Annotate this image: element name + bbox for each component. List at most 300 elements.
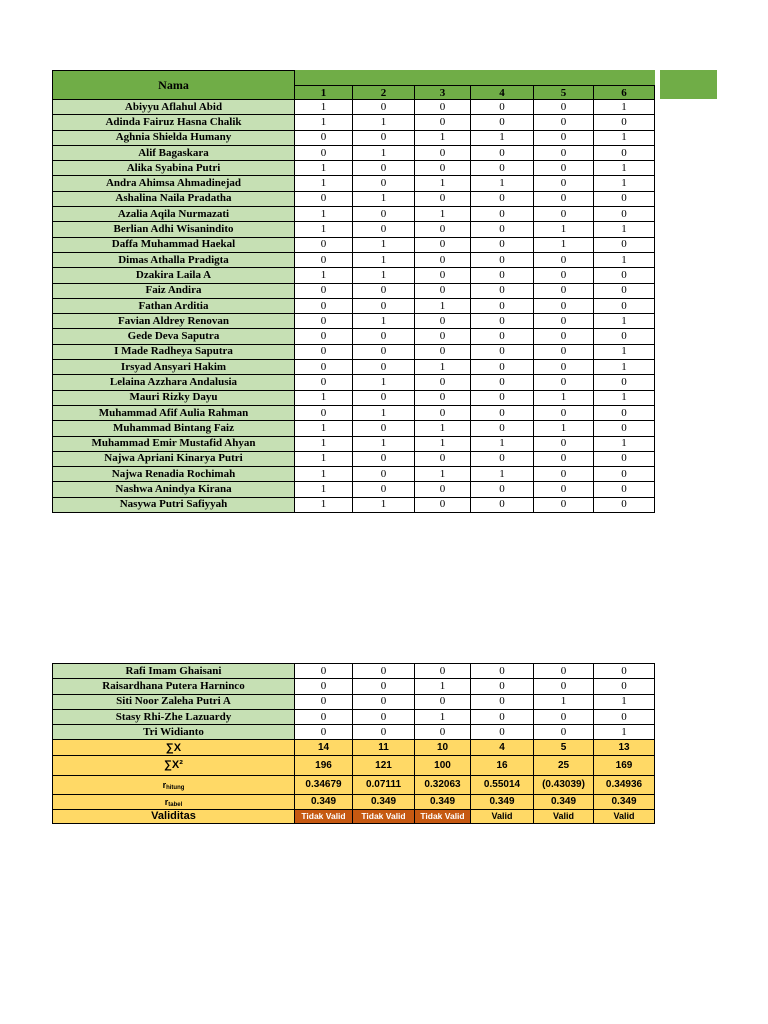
student-name: Siti Noor Zaleha Putri A <box>53 694 295 709</box>
sum-x-cell: 14 <box>295 740 353 755</box>
score-cell: 0 <box>534 725 594 740</box>
student-name: Faiz Andira <box>53 283 295 298</box>
column-header-nama: Nama <box>53 71 295 100</box>
score-cell: 0 <box>415 329 471 344</box>
score-cell: 0 <box>415 694 471 709</box>
score-cell: 1 <box>415 421 471 436</box>
r-hitung-cell: 0.32063 <box>415 775 471 794</box>
score-cell: 0 <box>471 115 534 130</box>
column-header-3: 3 <box>415 86 471 100</box>
table-row <box>53 436 655 451</box>
score-cell: 0 <box>415 161 471 176</box>
table-row <box>53 482 655 497</box>
sum-x-label: ∑X <box>53 740 295 755</box>
score-cell: 0 <box>295 664 353 679</box>
score-cell: 0 <box>534 375 594 390</box>
table-row <box>53 725 655 740</box>
score-cell: 0 <box>415 100 471 115</box>
score-cell: 1 <box>594 222 655 237</box>
r-tabel-cell: 0.349 <box>295 794 353 809</box>
score-cell: 1 <box>353 314 415 329</box>
score-cell: 1 <box>594 360 655 375</box>
table-row <box>53 222 655 237</box>
score-cell: 1 <box>353 405 415 420</box>
score-cell: 1 <box>594 130 655 145</box>
r-tabel-cell: 0.349 <box>471 794 534 809</box>
sum-x-cell: 11 <box>353 740 415 755</box>
score-cell: 1 <box>594 390 655 405</box>
score-cell: 0 <box>415 497 471 512</box>
score-cell: 0 <box>295 709 353 724</box>
score-cell: 0 <box>534 298 594 313</box>
score-cell: 1 <box>594 344 655 359</box>
r-tabel-cell: 0.349 <box>353 794 415 809</box>
sum-x-cell: 5 <box>534 740 594 755</box>
score-cell: 0 <box>295 360 353 375</box>
score-cell: 0 <box>534 252 594 267</box>
score-cell: 0 <box>353 482 415 497</box>
score-cell: 0 <box>415 191 471 206</box>
student-name: Lelaina Azzhara Andalusia <box>53 375 295 390</box>
score-cell: 0 <box>594 679 655 694</box>
score-cell: 0 <box>471 482 534 497</box>
table-row <box>53 252 655 267</box>
student-name: Berlian Adhi Wisanindito <box>53 222 295 237</box>
score-cell: 0 <box>594 421 655 436</box>
score-cell: 0 <box>353 467 415 482</box>
r-tabel-cell: 0.349 <box>415 794 471 809</box>
score-cell: 0 <box>295 252 353 267</box>
student-name: Adinda Fairuz Hasna Chalik <box>53 115 295 130</box>
score-cell: 0 <box>353 664 415 679</box>
table-row <box>53 360 655 375</box>
score-cell: 0 <box>353 329 415 344</box>
sum-x2-cell: 169 <box>594 755 655 775</box>
score-cell: 1 <box>295 268 353 283</box>
score-cell: 0 <box>353 679 415 694</box>
table-row <box>53 145 655 160</box>
score-cell: 0 <box>594 405 655 420</box>
r-hitung-cell: (0.43039) <box>534 775 594 794</box>
column-header-6: 6 <box>594 86 655 100</box>
score-cell: 0 <box>534 436 594 451</box>
r-hitung-label: rhitung <box>53 775 295 794</box>
table-row <box>53 405 655 420</box>
score-cell: 0 <box>415 145 471 160</box>
score-cell: 1 <box>353 252 415 267</box>
score-cell: 1 <box>295 482 353 497</box>
score-cell: 1 <box>594 314 655 329</box>
score-table-top <box>52 70 655 513</box>
table-row <box>53 298 655 313</box>
validitas-cell: Valid <box>471 809 534 823</box>
student-name: Nasywa Putri Safiyyah <box>53 497 295 512</box>
table-row <box>53 329 655 344</box>
score-cell: 0 <box>415 725 471 740</box>
score-cell: 0 <box>415 390 471 405</box>
score-cell: 0 <box>534 679 594 694</box>
score-cell: 1 <box>534 237 594 252</box>
sum-x2-cell: 25 <box>534 755 594 775</box>
score-cell: 1 <box>353 191 415 206</box>
header-blank-band <box>295 71 655 86</box>
score-cell: 1 <box>471 467 534 482</box>
student-name: I Made Radheya Saputra <box>53 344 295 359</box>
score-cell: 1 <box>534 222 594 237</box>
table-row <box>53 283 655 298</box>
score-cell: 1 <box>471 176 534 191</box>
score-cell: 0 <box>295 405 353 420</box>
score-cell: 0 <box>471 679 534 694</box>
student-name: Dzakira Laila A <box>53 268 295 283</box>
r-tabel-label: rtabel <box>53 794 295 809</box>
score-cell: 0 <box>471 191 534 206</box>
score-cell: 0 <box>471 314 534 329</box>
table-row <box>53 451 655 466</box>
table-row <box>53 268 655 283</box>
sum-x2-cell: 100 <box>415 755 471 775</box>
score-cell: 0 <box>534 329 594 344</box>
column-header-5: 5 <box>534 86 594 100</box>
table-row <box>53 694 655 709</box>
score-cell: 1 <box>353 375 415 390</box>
score-cell: 0 <box>471 145 534 160</box>
score-cell: 1 <box>295 436 353 451</box>
score-cell: 0 <box>353 161 415 176</box>
score-cell: 0 <box>295 329 353 344</box>
score-cell: 0 <box>415 314 471 329</box>
table-row <box>53 664 655 679</box>
score-cell: 1 <box>353 237 415 252</box>
score-cell: 0 <box>471 329 534 344</box>
score-cell: 0 <box>471 360 534 375</box>
score-cell: 0 <box>594 329 655 344</box>
score-cell: 0 <box>415 344 471 359</box>
score-cell: 0 <box>295 375 353 390</box>
score-cell: 0 <box>594 207 655 222</box>
score-cell: 1 <box>353 115 415 130</box>
score-cell: 0 <box>534 161 594 176</box>
score-cell: 0 <box>534 130 594 145</box>
table-row <box>53 467 655 482</box>
r-tabel-cell: 0.349 <box>534 794 594 809</box>
sum-x2-cell: 16 <box>471 755 534 775</box>
score-cell: 0 <box>295 344 353 359</box>
score-cell: 1 <box>415 360 471 375</box>
table-row <box>53 390 655 405</box>
sum-x-cell: 13 <box>594 740 655 755</box>
score-cell: 0 <box>471 161 534 176</box>
score-cell: 1 <box>534 390 594 405</box>
score-cell: 0 <box>594 298 655 313</box>
score-cell: 0 <box>594 467 655 482</box>
score-cell: 0 <box>534 145 594 160</box>
score-cell: 1 <box>471 130 534 145</box>
r-hitung-cell: 0.34936 <box>594 775 655 794</box>
score-cell: 0 <box>534 451 594 466</box>
score-cell: 1 <box>295 497 353 512</box>
score-cell: 0 <box>594 375 655 390</box>
score-cell: 1 <box>415 207 471 222</box>
score-cell: 0 <box>415 268 471 283</box>
score-cell: 1 <box>415 130 471 145</box>
student-name: Abiyyu Aflahul Abid <box>53 100 295 115</box>
validitas-cell: Tidak Valid <box>415 809 471 823</box>
score-cell: 0 <box>353 176 415 191</box>
score-cell: 1 <box>415 176 471 191</box>
score-cell: 0 <box>594 283 655 298</box>
validitas-cell: Valid <box>534 809 594 823</box>
student-name: Raisardhana Putera Harninco <box>53 679 295 694</box>
score-cell: 0 <box>534 664 594 679</box>
score-cell: 1 <box>594 725 655 740</box>
score-cell: 0 <box>353 130 415 145</box>
score-cell: 0 <box>353 344 415 359</box>
student-name: Dimas Athalla Pradigta <box>53 252 295 267</box>
validitas-label: Validitas <box>53 809 295 823</box>
table-row <box>53 497 655 512</box>
column-header-2: 2 <box>353 86 415 100</box>
score-cell: 0 <box>534 268 594 283</box>
score-cell: 0 <box>594 451 655 466</box>
score-cell: 0 <box>534 100 594 115</box>
score-cell: 0 <box>594 709 655 724</box>
score-cell: 1 <box>415 436 471 451</box>
score-cell: 0 <box>471 664 534 679</box>
student-name: Najwa Renadia Rochimah <box>53 467 295 482</box>
score-cell: 0 <box>534 207 594 222</box>
score-cell: 0 <box>353 100 415 115</box>
score-cell: 0 <box>534 467 594 482</box>
score-cell: 0 <box>353 451 415 466</box>
score-cell: 1 <box>415 467 471 482</box>
student-name: Rafi Imam Ghaisani <box>53 664 295 679</box>
student-name: Andra Ahimsa Ahmadinejad <box>53 176 295 191</box>
score-cell: 0 <box>415 283 471 298</box>
score-cell: 0 <box>534 709 594 724</box>
score-cell: 0 <box>534 344 594 359</box>
score-cell: 0 <box>471 694 534 709</box>
score-cell: 1 <box>594 100 655 115</box>
score-cell: 0 <box>353 725 415 740</box>
score-cell: 0 <box>534 191 594 206</box>
table-row <box>53 176 655 191</box>
score-cell: 0 <box>471 252 534 267</box>
score-cell: 1 <box>471 436 534 451</box>
sum-x2-cell: 196 <box>295 755 353 775</box>
score-cell: 0 <box>534 283 594 298</box>
score-cell: 0 <box>534 314 594 329</box>
validitas-cell: Tidak Valid <box>295 809 353 823</box>
table-row <box>53 207 655 222</box>
score-cell: 1 <box>415 298 471 313</box>
table-row <box>53 191 655 206</box>
score-cell: 0 <box>295 725 353 740</box>
validitas-cell: Valid <box>594 809 655 823</box>
score-cell: 0 <box>415 482 471 497</box>
sum-x-cell: 10 <box>415 740 471 755</box>
table-row <box>53 115 655 130</box>
table-row <box>53 709 655 724</box>
score-cell: 1 <box>295 100 353 115</box>
score-cell: 0 <box>415 237 471 252</box>
student-name: Gede Deva Saputra <box>53 329 295 344</box>
score-cell: 1 <box>353 145 415 160</box>
score-cell: 0 <box>353 298 415 313</box>
score-cell: 0 <box>471 421 534 436</box>
score-cell: 1 <box>534 421 594 436</box>
table-row <box>53 679 655 694</box>
score-cell: 0 <box>353 694 415 709</box>
student-name: Fathan Arditia <box>53 298 295 313</box>
score-cell: 0 <box>534 176 594 191</box>
score-cell: 0 <box>415 664 471 679</box>
score-cell: 0 <box>534 115 594 130</box>
score-cell: 0 <box>471 298 534 313</box>
score-cell: 0 <box>594 268 655 283</box>
table-row <box>53 344 655 359</box>
table-row <box>53 375 655 390</box>
score-cell: 0 <box>594 482 655 497</box>
score-cell: 0 <box>471 344 534 359</box>
score-cell: 1 <box>295 207 353 222</box>
r-hitung-cell: 0.55014 <box>471 775 534 794</box>
score-cell: 0 <box>594 664 655 679</box>
score-cell: 0 <box>594 191 655 206</box>
score-cell: 1 <box>594 436 655 451</box>
score-cell: 0 <box>471 497 534 512</box>
score-cell: 1 <box>295 161 353 176</box>
score-cell: 0 <box>295 145 353 160</box>
score-cell: 0 <box>415 252 471 267</box>
score-cell: 1 <box>534 694 594 709</box>
score-cell: 0 <box>415 222 471 237</box>
score-cell: 0 <box>295 694 353 709</box>
score-cell: 0 <box>295 298 353 313</box>
score-cell: 0 <box>594 115 655 130</box>
score-cell: 0 <box>353 421 415 436</box>
score-cell: 1 <box>295 115 353 130</box>
student-name: Najwa Apriani Kinarya Putri <box>53 451 295 466</box>
score-cell: 1 <box>295 222 353 237</box>
score-cell: 0 <box>534 360 594 375</box>
score-cell: 1 <box>415 679 471 694</box>
score-cell: 0 <box>471 207 534 222</box>
student-name: Muhammad Emir Mustafid Ahyan <box>53 436 295 451</box>
score-cell: 0 <box>295 237 353 252</box>
score-cell: 0 <box>295 130 353 145</box>
score-cell: 0 <box>534 497 594 512</box>
score-cell: 0 <box>353 222 415 237</box>
score-cell: 0 <box>295 314 353 329</box>
score-cell: 0 <box>471 283 534 298</box>
score-cell: 0 <box>471 222 534 237</box>
student-name: Favian Aldrey Renovan <box>53 314 295 329</box>
student-name: Tri Widianto <box>53 725 295 740</box>
score-cell: 0 <box>353 283 415 298</box>
student-name: Muhammad Bintang Faiz <box>53 421 295 436</box>
score-cell: 1 <box>594 176 655 191</box>
score-table-bottom <box>52 663 655 824</box>
score-cell: 0 <box>471 268 534 283</box>
score-cell: 1 <box>295 176 353 191</box>
student-name: Ashalina Naila Pradatha <box>53 191 295 206</box>
score-cell: 1 <box>295 467 353 482</box>
score-cell: 0 <box>415 405 471 420</box>
sum-x-cell: 4 <box>471 740 534 755</box>
validitas-cell: Tidak Valid <box>353 809 415 823</box>
student-name: Alif Bagaskara <box>53 145 295 160</box>
score-cell: 0 <box>594 237 655 252</box>
table-row <box>53 130 655 145</box>
score-cell: 1 <box>594 161 655 176</box>
score-cell: 0 <box>295 283 353 298</box>
student-name: Mauri Rizky Dayu <box>53 390 295 405</box>
column-header-4: 4 <box>471 86 534 100</box>
r-hitung-cell: 0.34679 <box>295 775 353 794</box>
score-cell: 0 <box>353 207 415 222</box>
score-cell: 0 <box>415 115 471 130</box>
table-row <box>53 237 655 252</box>
score-cell: 0 <box>594 497 655 512</box>
student-name: Azalia Aqila Nurmazati <box>53 207 295 222</box>
score-cell: 1 <box>295 390 353 405</box>
score-cell: 1 <box>295 421 353 436</box>
score-cell: 0 <box>353 709 415 724</box>
score-cell: 0 <box>295 679 353 694</box>
score-cell: 0 <box>295 191 353 206</box>
score-cell: 1 <box>594 694 655 709</box>
student-name: Aghnia Shielda Humany <box>53 130 295 145</box>
table-row <box>53 161 655 176</box>
table-row <box>53 314 655 329</box>
student-name: Alika Syabina Putri <box>53 161 295 176</box>
header-extension-band <box>660 70 717 99</box>
score-cell: 0 <box>471 237 534 252</box>
score-cell: 1 <box>353 497 415 512</box>
table-row <box>53 100 655 115</box>
score-cell: 0 <box>353 390 415 405</box>
score-cell: 1 <box>594 252 655 267</box>
table-row <box>53 421 655 436</box>
sum-x2-label: ∑X² <box>53 755 295 775</box>
score-cell: 0 <box>353 360 415 375</box>
score-cell: 0 <box>471 725 534 740</box>
score-cell: 0 <box>471 709 534 724</box>
student-name: Irsyad Ansyari Hakim <box>53 360 295 375</box>
score-cell: 0 <box>471 451 534 466</box>
r-hitung-cell: 0.07111 <box>353 775 415 794</box>
score-cell: 0 <box>594 145 655 160</box>
score-cell: 0 <box>471 375 534 390</box>
score-cell: 0 <box>534 482 594 497</box>
column-header-1: 1 <box>295 86 353 100</box>
sum-x2-cell: 121 <box>353 755 415 775</box>
score-cell: 0 <box>415 451 471 466</box>
score-cell: 1 <box>353 268 415 283</box>
score-cell: 1 <box>415 709 471 724</box>
student-name: Daffa Muhammad Haekal <box>53 237 295 252</box>
score-cell: 1 <box>295 451 353 466</box>
r-tabel-cell: 0.349 <box>594 794 655 809</box>
score-cell: 0 <box>471 100 534 115</box>
student-name: Nashwa Anindya Kirana <box>53 482 295 497</box>
score-cell: 0 <box>534 405 594 420</box>
score-cell: 0 <box>471 390 534 405</box>
score-cell: 1 <box>353 436 415 451</box>
score-cell: 0 <box>471 405 534 420</box>
student-name: Stasy Rhi-Zhe Lazuardy <box>53 709 295 724</box>
